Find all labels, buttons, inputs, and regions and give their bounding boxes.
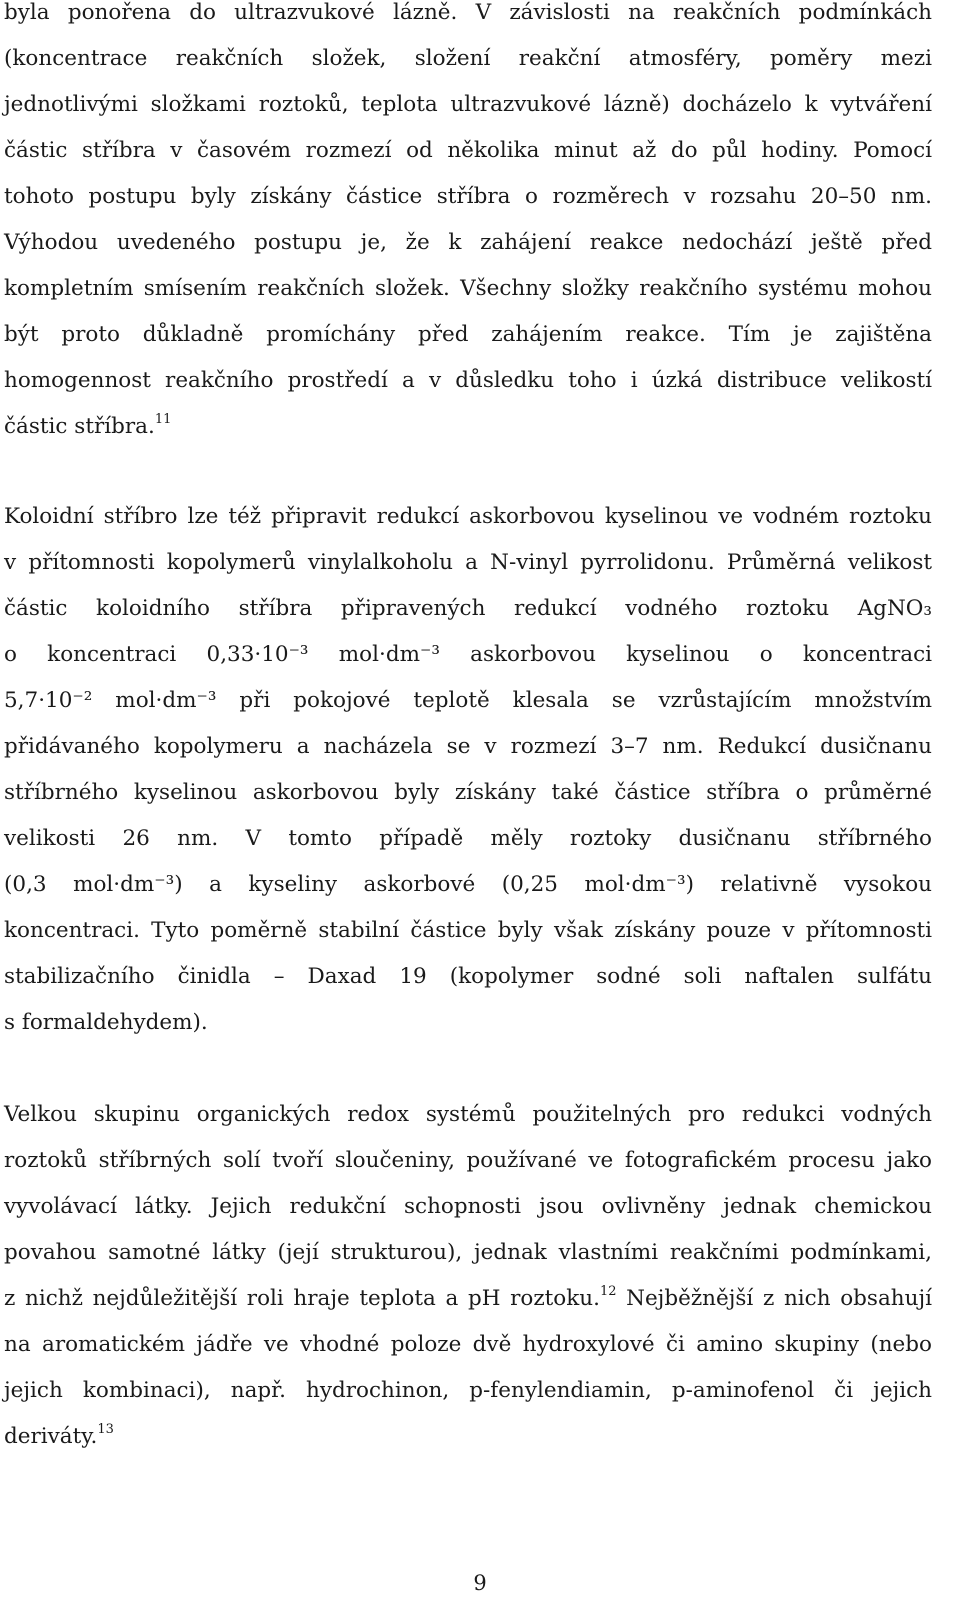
text-line: kompletním smísením reakčních složek. Všechny složky reakčního systému mohou: [4, 276, 932, 301]
text-line: roztoků stříbrných solí tvoří sloučeniny, používané ve fotografickém procesu jako: [4, 1148, 932, 1173]
paragraph-ultrasound: [4, 0, 932, 450]
text-line: vyvolávací látky. Jejich redukční schopnosti jsou ovlivněny jednak chemickou: [4, 1194, 932, 1219]
text-line: Koloidní stříbro lze též připravit redukcí askorbovou kyselinou ve vodném roztoku: [4, 504, 932, 529]
text-line: částic stříbra v časovém rozmezí od několika minut až do půl hodiny. Pomocí: [4, 138, 932, 163]
text-line: o koncentraci 0,33·10⁻³ mol·dm⁻³ askorbovou kyselinou o koncentraci: [4, 642, 932, 667]
page-number: 9: [473, 1571, 487, 1595]
text-line: být proto důkladně promíchány před zahájením reakce. Tím je zajištěna: [4, 322, 932, 347]
text-line: [4, 404, 932, 450]
text-line: [4, 1276, 932, 1322]
reference-superscript: 11: [154, 411, 172, 427]
text-line: tohoto postupu byly získány částice stříbra o rozměrech v rozsahu 20–50 nm.: [4, 184, 932, 209]
text-line: s formaldehydem).: [4, 1010, 208, 1035]
text-line: částic koloidního stříbra připravených redukcí vodného roztoku AgNO₃: [4, 596, 932, 621]
text-line: velikosti 26 nm. V tomto případě měly roztoky dusičnanu stříbrného: [4, 826, 932, 851]
text-line: koncentraci. Tyto poměrně stabilní částice byly však získány pouze v přítomnosti: [4, 918, 932, 943]
text-line: stabilizačního činidla – Daxad 19 (kopolymer sodné soli naftalen sulfátu: [4, 964, 932, 989]
reference-superscript: 13: [97, 1421, 114, 1437]
text-line: jednotlivými složkami roztoků, teplota ultrazvukové lázně) docházelo k vytváření: [4, 92, 932, 117]
text-line: [4, 1414, 932, 1460]
text-line: Velkou skupinu organických redox systémů použitelných pro redukci vodných: [4, 1102, 932, 1127]
text-line: jejich kombinaci), např. hydrochinon, p-fenylendiamin, p-aminofenol či jejich: [4, 1378, 932, 1403]
text-line: v přítomnosti kopolymerů vinylalkoholu a N-vinyl pyrrolidonu. Průměrná velikost: [4, 550, 932, 575]
text-line: (0,3 mol·dm⁻³) a kyseliny askorbové (0,25 mol·dm⁻³) relativně vysokou: [4, 872, 932, 897]
text-line: stříbrného kyselinou askorbovou byly získány také částice stříbra o průměrné: [4, 780, 932, 805]
text-line: přidávaného kopolymeru a nacházela se v rozmezí 3–7 nm. Redukcí dusičnanu: [4, 734, 932, 759]
paragraph-ascorbic-acid: [4, 494, 932, 1046]
text-run: deriváty.: [4, 1424, 98, 1449]
text-line: byla ponořena do ultrazvukové lázně. V závislosti na reakčních podmínkách: [4, 0, 932, 25]
text-run: Nejběžnější z nich obsahují: [616, 1286, 932, 1311]
text-run: z nichž nejdůležitější roli hraje teplota a pH roztoku.: [4, 1286, 600, 1311]
text-line: Výhodou uvedeného postupu je, že k zahájení reakce nedochází ještě před: [4, 230, 932, 255]
text-line: homogennost reakčního prostředí a v důsledku toho i úzká distribuce velikostí: [4, 368, 932, 393]
text-run: částic stříbra.: [4, 414, 155, 439]
reference-superscript: 12: [599, 1283, 617, 1299]
paragraph-redox-systems: [4, 1092, 932, 1460]
text-line: povahou samotné látky (její strukturou), jednak vlastními reakčními podmínkami,: [4, 1240, 932, 1265]
text-line: 5,7·10⁻² mol·dm⁻³ při pokojové teplotě klesala se vzrůstajícím množstvím: [4, 688, 932, 713]
text-line: (koncentrace reakčních složek, složení reakční atmosféry, poměry mezi: [4, 46, 932, 71]
text-line: na aromatickém jádře ve vhodné poloze dvě hydroxylové či amino skupiny (nebo: [4, 1332, 932, 1357]
